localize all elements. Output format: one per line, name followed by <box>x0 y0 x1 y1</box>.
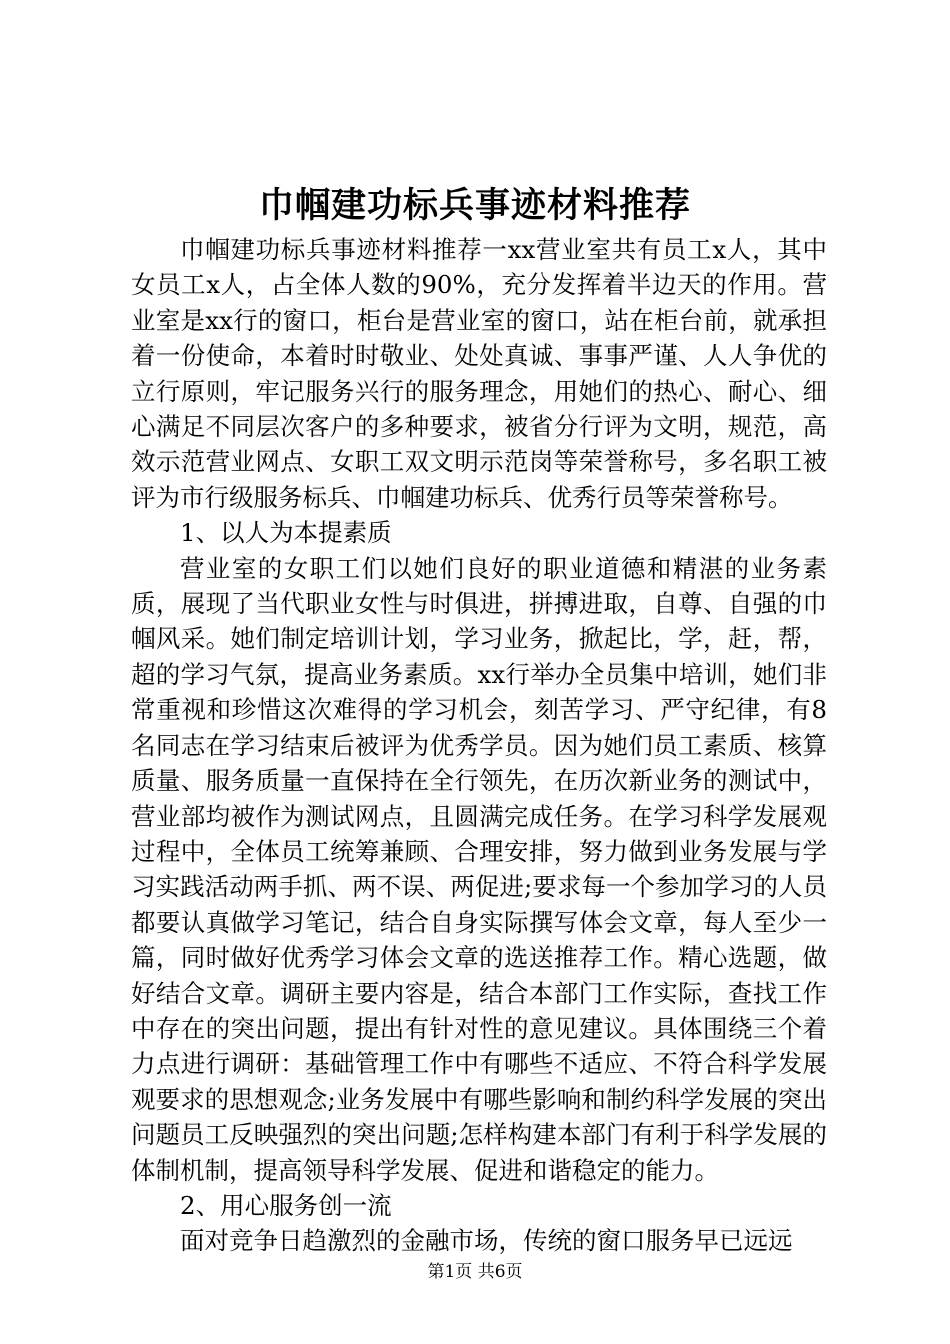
paragraph-section-2: 面对竞争日趋激烈的金融市场，传统的窗口服务早已远远 <box>180 1226 793 1256</box>
document-title: 巾帼建功标兵事迹材料推荐 <box>258 185 691 226</box>
section-heading-2: 2、用心服务创一流 <box>180 1190 392 1220</box>
paragraph-section-1: 营业室的女职工们以她们良好的职业道德和精湛的业务素质，展现了当代职业女性与时俱进，拼搏进取，自尊、自强的巾帼风采。她们制定培训计划，学习业务，掀起比，学，赶，帮，超的学习气氛，提高业务素质。xx行举办全员集中培训，她们非常重视和珍惜这次难得的学习机会，刻苦学习、严守纪律，有8名同志在学习结束后被评为优秀学员。因为她们员工素质、核算质量、服务质量一直保持在全行领先，在历次新业务的测试中，营业部均被作为测试网点，且圆满完成任务。在学习科学发展观过程中，全体员工统筹兼顾、合理安排，努力做到业务发展与学习实践活动两手抓、两不误、两促进;要求每一个参加学习的人员都要认真做学习笔记，结合自身实际撰写体会文章，每人至少一篇，同时做好优秀学习体会文章的选送推荐工作。精心选题，做好结合文章。调研主要内容是，结合本部门工作实际，查找工作中存在的突出问题，提出有针对性的意见建议。具体围绕三个着力点进行调研：基础管理工作中有哪些不适应、不符合科学发展观要求的思想观念;业务发展中有哪些影响和制约科学发展的突出问题员工反映强烈的突出问题;怎样构建本部门有利于科学发展的体制机制，提高领导科学发展、促进和谐稳定的能力。 <box>131 553 827 1185</box>
page-number-footer: 第1页 共6页 <box>427 1262 523 1282</box>
section-heading-1: 1、以人为本提素质 <box>180 518 392 548</box>
paragraph-intro: 巾帼建功标兵事迹材料推荐一xx营业室共有员工x人，其中女员工x人，占全体人数的90%，充分发挥着半边天的作用。营业室是xx行的窗口，柜台是营业室的窗口，站在柜台前，就承担着一份使命，本着时时敬业、处处真诚、事事严谨、人人争优的立行原则，牢记服务兴行的服务理念，用她们的热心、耐心、细心满足不同层次客户的多种要求，被省分行评为文明，规范，高效示范营业网点、女职工双文明示范岗等荣誉称号，多名职工被评为市行级服务标兵、巾帼建功标兵、优秀行员等荣誉称号。 <box>131 235 827 512</box>
document-body <box>131 232 827 1259</box>
